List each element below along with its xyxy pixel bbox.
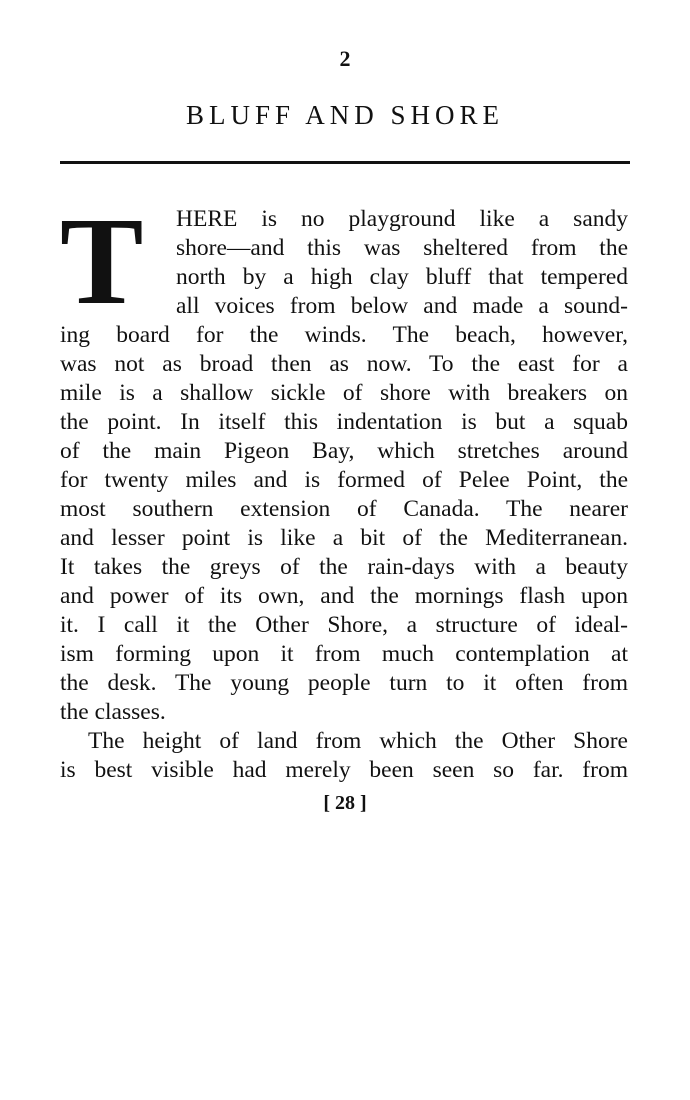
- text-line: HERE is no playground like a sandy: [176, 206, 628, 232]
- text-line: It takes the greys of the rain-days with a beauty: [60, 554, 628, 580]
- text-line: The height of land from which the Other Shore: [88, 728, 628, 754]
- text-line: the desk. The young people turn to it often from: [60, 670, 628, 696]
- text-line: the point. In itself this indentation is but a squab: [60, 409, 628, 435]
- text-line: and lesser point is like a bit of the Mediterranean.: [60, 525, 628, 551]
- text-line: it. I call it the Other Shore, a structure of ideal-: [60, 612, 628, 638]
- text-line: the classes.: [60, 699, 166, 725]
- drop-cap: T: [60, 193, 144, 331]
- chapter-number: 2: [339, 46, 351, 71]
- text-line: north by a high clay bluff that tempered: [176, 264, 628, 290]
- text-line: all voices from below and made a sound-: [176, 293, 628, 319]
- text-line: shore—and this was sheltered from the: [176, 235, 628, 261]
- text-line: most southern extension of Canada. The nearer: [60, 496, 628, 522]
- chapter-title: BLUFF AND SHORE: [185, 100, 505, 130]
- text-line: mile is a shallow sickle of shore with breakers on: [60, 380, 628, 406]
- text-line: and power of its own, and the mornings flash upon: [60, 583, 628, 609]
- text-line: ism forming upon it from much contemplation at: [60, 641, 628, 667]
- text-line: ing board for the winds. The beach, however,: [60, 322, 628, 348]
- page-number: [ 28 ]: [323, 792, 367, 814]
- text-line: was not as broad then as now. To the east for a: [60, 351, 628, 377]
- title-rule: [60, 161, 630, 164]
- text-line: for twenty miles and is formed of Pelee Point, the: [60, 467, 628, 493]
- text-line: is best visible had merely been seen so far. from: [60, 757, 628, 783]
- text-line: of the main Pigeon Bay, which stretches around: [60, 438, 628, 464]
